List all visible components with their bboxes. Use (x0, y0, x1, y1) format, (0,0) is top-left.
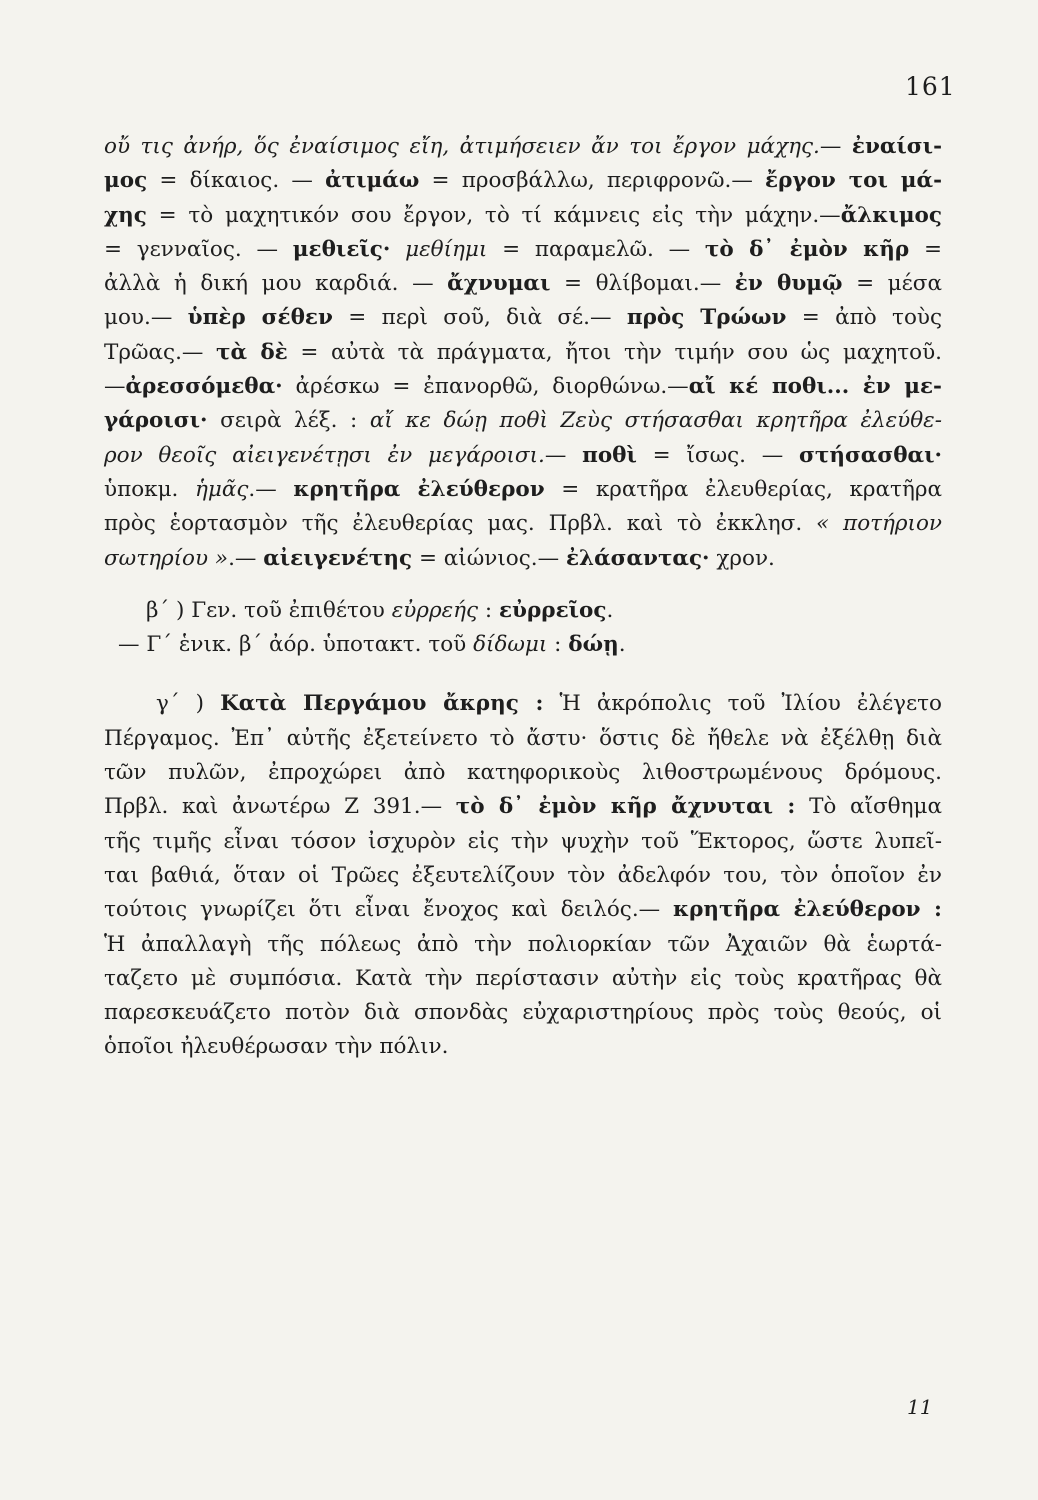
page-number: 161 (905, 72, 956, 101)
text-line: ται βαθιά, ὅταν οἱ Τρῶες ἐξευτελίζουν τὸν ἀδελφόν του, τὸν ὁποῖον ἐν (104, 862, 942, 888)
text-line: ρον θεοῖς αἰειγενέτῃσι ἐν μεγάροισι.— ποθὶ = ἴσως. — στήσασθαι· (104, 442, 942, 468)
text-line: σωτηρίου ».— αἰειγενέτης = αἰώνιος.— ἐλάσαντας· χρον. (104, 545, 775, 571)
text-line: ὑποκμ. ἡμᾶς.— κρητῆρα ἐλεύθερον = κρατῆρα ἐλευθερίας, κρατῆρα (104, 476, 942, 502)
text-line: ὁποῖοι ἠλευθέρωσαν τὴν πόλιν. (104, 1034, 449, 1060)
text-line: γ΄ ) Κατὰ Περγάμου ἄκρης : Ἡ ἀκρόπολις τοῦ Ἰλίου ἐλέγετο (156, 691, 942, 717)
text-line: = γενναῖος. — μεθιεῖς· μεθίημι = παραμελῶ. — τὸ δ᾽ ἐμὸν κῆρ = (104, 236, 942, 262)
text-line: τῶν πυλῶν, ἐπροχώρει ἀπὸ κατηφορικοὺς λιθοστρωμένους δρόμους. (104, 760, 942, 786)
signature-mark: 11 (907, 1395, 933, 1419)
text-line: —ἀρεσσόμεθα· ἀρέσκω = ἐπανορθῶ, διορθώνω.—αἴ κέ ποθι... ἐν με- (104, 374, 942, 400)
text-line: μος = δίκαιος. — ἀτιμάω = προσβάλλω, περιφρονῶ.— ἔργον τοι μά- (104, 168, 942, 194)
text-line: παρεσκευάζετο ποτὸν διὰ σπονδὰς εὐχαριστηρίους πρὸς τοὺς θεούς, οἱ (104, 1000, 942, 1026)
text-line: τούτοις γνωρίζει ὅτι εἶναι ἔνοχος καὶ δειλός.— κρητῆρα ἐλεύθερον : (104, 897, 942, 923)
text-line: Ἡ ἀπαλλαγὴ τῆς πόλεως ἀπὸ τὴν πολιορκίαν τῶν Ἀχαιῶν θὰ ἑωρτά- (104, 931, 942, 957)
text-line: γάροισι· σειρὰ λέξ. : αἴ κε δώῃ ποθὶ Ζεὺς στήσασθαι κρητῆρα ἐλεύθε- (104, 408, 942, 434)
text-line: β΄ ) Γεν. τοῦ ἐπιθέτου εὐρρεής : εὐρρεῖος. (146, 597, 614, 623)
text-line: Πέργαμος. Ἐπ᾽ αὐτῆς ἐξετείνετο τὸ ἄστυ· ὅστις δὲ ἤθελε νὰ ἐξέλθῃ διὰ (104, 725, 942, 751)
text-line: τῆς τιμῆς εἶναι τόσον ἰσχυρὸν εἰς τὴν ψυχὴν τοῦ Ἕκτορος, ὥστε λυπεῖ- (104, 828, 942, 854)
text-line: ταζετο μὲ συμπόσια. Κατὰ τὴν περίστασιν αὐτὴν εἰς τοὺς κρατῆρας θὰ (104, 965, 942, 991)
text-line: οὔ τις ἀνήρ, ὅς ἐναίσιμος εἴη, ἀτιμήσειεν ἄν τοι ἔργον μάχης.— ἐναίσι- (104, 134, 942, 159)
text-line: χης = τὸ μαχητικόν σου ἔργον, τὸ τί κάμνεις εἰς τὴν μάχην.—ἄλκιμος (104, 202, 942, 228)
text-line: Πρβλ. καὶ ἀνωτέρω Ζ 391.— τὸ δ᾽ ἐμὸν κῆρ ἄχνυται : Τὸ αἴσθημα (104, 794, 942, 820)
text-line: Τρῶας.— τὰ δὲ = αὐτὰ τὰ πράγματα, ἤτοι τὴν τιμήν σου ὡς μαχητοῦ. (104, 339, 942, 365)
text-line: πρὸς ἑορτασμὸν τῆς ἐλευθερίας μας. Πρβλ. καὶ τὸ ἐκκλησ. « ποτήριον (104, 511, 942, 537)
text-line: ἀλλὰ ἡ δική μου καρδιά. — ἄχνυμαι = θλίβομαι.— ἐν θυμῷ = μέσα (104, 271, 942, 297)
text-line: — Γ΄ ἑνικ. β΄ ἀόρ. ὑποτακτ. τοῦ δίδωμι : δώῃ. (118, 632, 626, 658)
commentary-text (104, 130, 942, 1065)
text-line: μου.— ὑπὲρ σέθεν = περὶ σοῦ, διὰ σέ.— πρὸς Τρώων = ἀπὸ τοὺς (104, 305, 943, 331)
